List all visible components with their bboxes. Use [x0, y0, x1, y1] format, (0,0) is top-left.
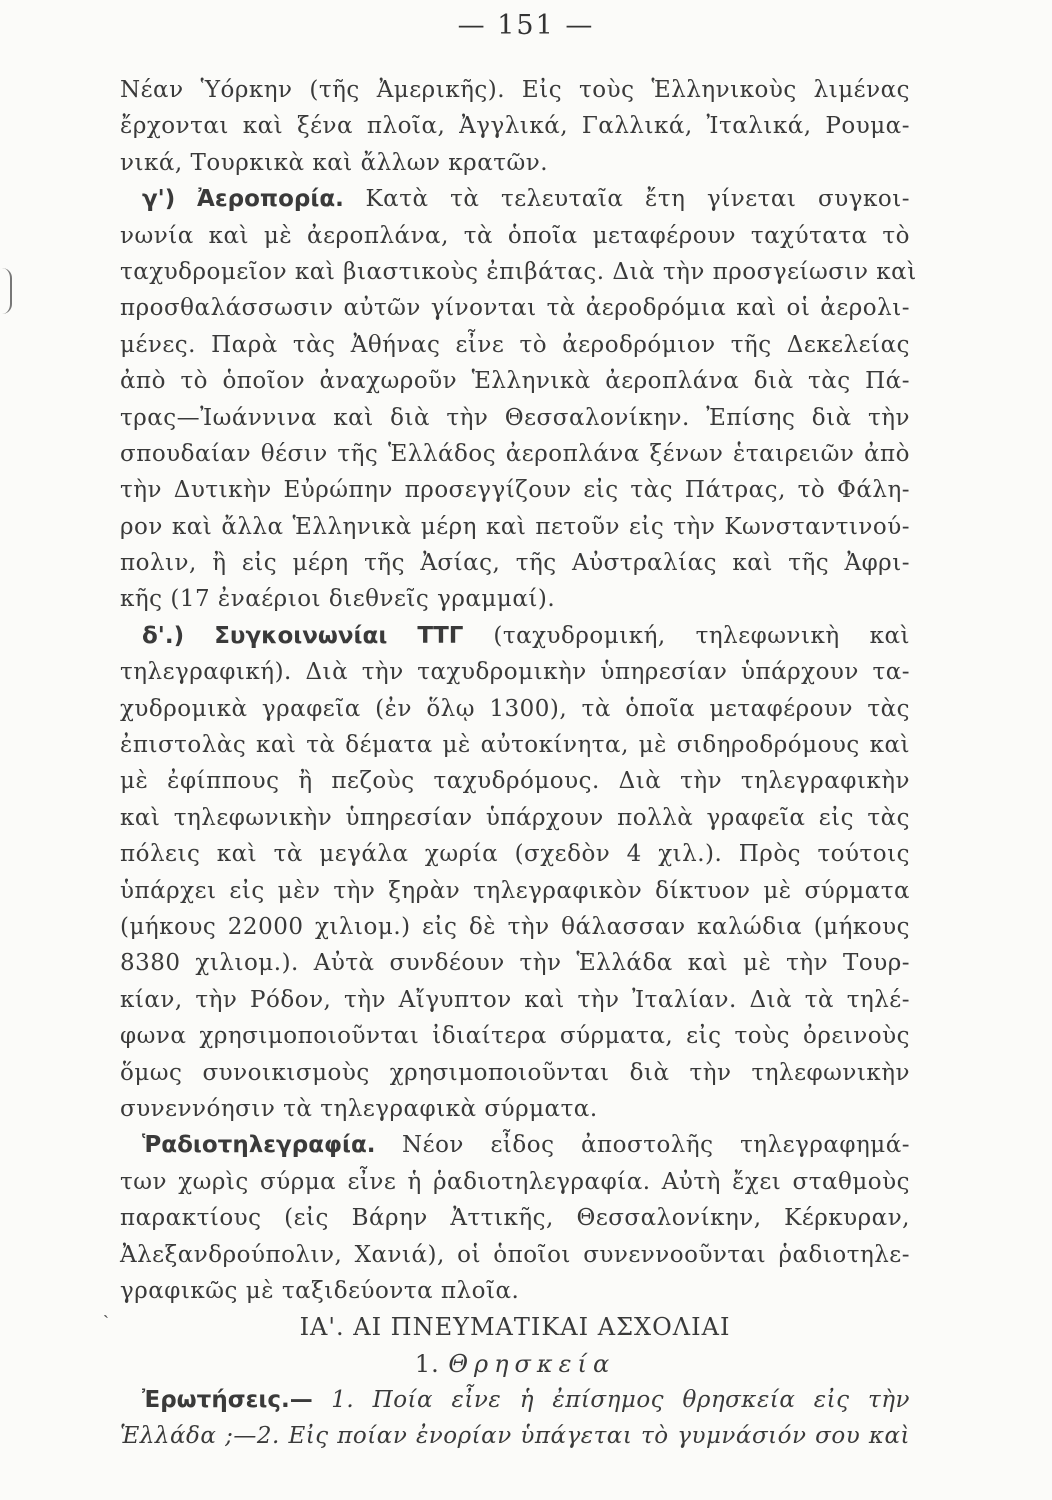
text-line: τρας—Ἰωάννινα καὶ διὰ τὴν Θεσσαλονίκην. Ἐπίσης διὰ τὴν	[120, 404, 910, 431]
margin-tick: ˏ	[103, 1298, 109, 1319]
text-line: (μήκους 22000 χιλιομ.) εἰς δὲ τὴν θάλασσαν καλώδια (μήκους	[120, 913, 910, 940]
section-radio-first-line	[120, 1127, 910, 1163]
page-body	[120, 72, 917, 1455]
text-line: μὲ ἐφίππους ἢ πεζοὺς ταχυδρόμους. Διὰ τὴν τηλεγραφικὴν	[120, 768, 910, 795]
subsection-heading	[120, 1346, 910, 1382]
text-line: νωνία καὶ μὲ ἀεροπλάνα, τὰ ὁποῖα μεταφέρουν ταχύτατα τὸ	[120, 222, 910, 249]
text-line: κῆς (17 ἐναέριοι διεθνεῖς γραμμαί).	[120, 586, 556, 613]
section-telecom-first-line	[120, 618, 910, 654]
questions-label: Ἐρωτήσεις.—	[142, 1387, 313, 1414]
section-radio-label: Ῥαδιοτηλεγραφία.	[142, 1132, 376, 1159]
text-line: ἔρχονται καὶ ξένα πλοῖα, Ἀγγλικά, Γαλλικά, Ἰταλικά, Ρουμα-	[120, 113, 910, 140]
section-air-label: γ') Ἀεροπορία.	[142, 186, 344, 213]
text-line: τηλεγραφική). Διὰ τὴν ταχυδρομικὴν ὑπηρεσίαν ὑπάρχουν τα-	[120, 659, 910, 686]
text-line: προσθαλάσσωσιν αὐτῶν γίνονται τὰ ἀεροδρόμια καὶ οἱ ἀερολι-	[120, 295, 910, 322]
text-line: ὑπάρχει εἰς μὲν τὴν ξηρὰν τηλεγραφικὸν δίκτυον μὲ σύρματα	[120, 877, 910, 904]
text-line: τὴν Δυτικὴν Εὐρώπην προσεγγίζουν εἰς τὰς Πάτρας, τὸ Φάλη-	[120, 477, 910, 504]
text-line: χυδρομικὰ γραφεῖα (ἐν ὅλῳ 1300), τὰ ὁποῖα μεταφέρουν τὰς	[120, 695, 910, 722]
text-line: καὶ τηλεφωνικὴν ὑπηρεσίαν ὑπάρχουν πολλὰ γραφεῖα εἰς τὰς	[120, 804, 910, 831]
text-line: σπουδαίαν θέσιν τῆς Ἑλλάδος ἀεροπλάνα ξένων ἑταιρειῶν ἀπὸ	[120, 440, 910, 467]
chapter-title: ΙΑ'. ΑΙ ΠΝΕΥΜΑΤΙΚΑΙ ΑΣΧΟΛΙΑΙ	[299, 1313, 731, 1342]
text-span: 1. Ποία εἶνε ἡ ἐπίσημος θρησκεία εἰς τὴν	[331, 1387, 910, 1414]
text-line: νικά, Τουρκικὰ καὶ ἄλλων κρατῶν.	[120, 149, 549, 176]
text-line: πόλεις καὶ τὰ μεγάλα χωρία (σχεδὸν 4 χιλ.). Πρὸς τούτοις	[120, 841, 910, 868]
text-line: συνεννόησιν τὰ τηλεγραφικὰ σύρματα.	[120, 1095, 598, 1122]
subsection-title: Θρησκεία	[448, 1349, 616, 1378]
text-line: ἐπιστολὰς καὶ τὰ δέματα μὲ αὐτοκίνητα, μὲ σιδηροδρόμους καὶ	[120, 732, 910, 759]
section-telecom-label: δ'.) Συγκοινωνίαι ΤΤΓ	[142, 622, 464, 649]
margin-mark	[0, 268, 12, 314]
text-line: Ἑλλάδα ;—2. Εἰς ποίαν ἐνορίαν ὑπάγεται τὸ γυμνάσιόν σου καὶ	[120, 1423, 910, 1450]
subsection-number: 1.	[414, 1349, 440, 1378]
text-line: Ἀλεξανδρούπολιν, Χανιά), οἱ ὁποῖοι συνεννοοῦνται ῥαδιοτηλε-	[120, 1241, 910, 1268]
text-line: Νέαν Ὑόρκην (τῆς Ἀμερικῆς). Εἰς τοὺς Ἑλληνικοὺς λιμένας	[120, 77, 910, 103]
text-line: ἀπὸ τὸ ὁποῖον ἀναχωροῦν Ἑλληνικὰ ἀεροπλάνα διὰ τὰς Πά-	[120, 368, 910, 395]
text-span: (ταχυδρομική, τηλεφωνικὴ καὶ	[493, 622, 910, 649]
text-line: παρακτίους (εἰς Βάρην Ἀττικῆς, Θεσσαλονίκην, Κέρκυραν,	[120, 1205, 910, 1232]
text-line: ὅμως συνοικισμοὺς χρησιμοποιοῦνται διὰ τὴν τηλεφωνικὴν	[120, 1059, 910, 1086]
text-line: των χωρὶς σύρμα εἶνε ἡ ῥαδιοτηλεγραφία. Αὐτὴ ἔχει σταθμοὺς	[120, 1168, 910, 1195]
text-line: 8380 χιλιομ.). Αὐτὰ συνδέουν τὴν Ἑλλάδα καὶ μὲ τὴν Τουρ-	[120, 950, 910, 977]
text-line: ρον καὶ ἄλλα Ἑλληνικὰ μέρη καὶ πετοῦν εἰς τὴν Κωνσταντινού-	[120, 513, 910, 540]
questions-first-line	[120, 1382, 910, 1418]
text-line: κίαν, τὴν Ρόδον, τὴν Αἴγυπτον καὶ τὴν Ἰταλίαν. Διὰ τὰ τηλέ-	[120, 986, 910, 1013]
text-line: μένες. Παρὰ τὰς Ἀθήνας εἶνε τὸ ἀεροδρόμιον τῆς Δεκελείας	[120, 331, 910, 358]
text-line: ταχυδρομεῖον καὶ βιαστικοὺς ἐπιβάτας. Διὰ τὴν προσγείωσιν καὶ	[120, 258, 917, 285]
text-line: γραφικῶς μὲ ταξιδεύοντα πλοῖα.	[120, 1277, 520, 1304]
section-air-first-line	[120, 181, 910, 217]
text-line: φωνα χρησιμοποιοῦνται ἰδιαίτερα σύρματα, εἰς τοὺς ὀρεινοὺς	[120, 1023, 910, 1050]
text-span: Νέον εἶδος ἀποστολῆς τηλεγραφημά-	[402, 1132, 911, 1159]
page-number: — 151 —	[457, 10, 595, 41]
text-span: Κατὰ τὰ τελευταῖα ἔτη γίνεται συγκοι-	[365, 186, 910, 213]
text-line: πολιν, ἢ εἰς μέρη τῆς Ἀσίας, τῆς Αὐστραλίας καὶ τῆς Ἀφρι-	[120, 550, 910, 577]
